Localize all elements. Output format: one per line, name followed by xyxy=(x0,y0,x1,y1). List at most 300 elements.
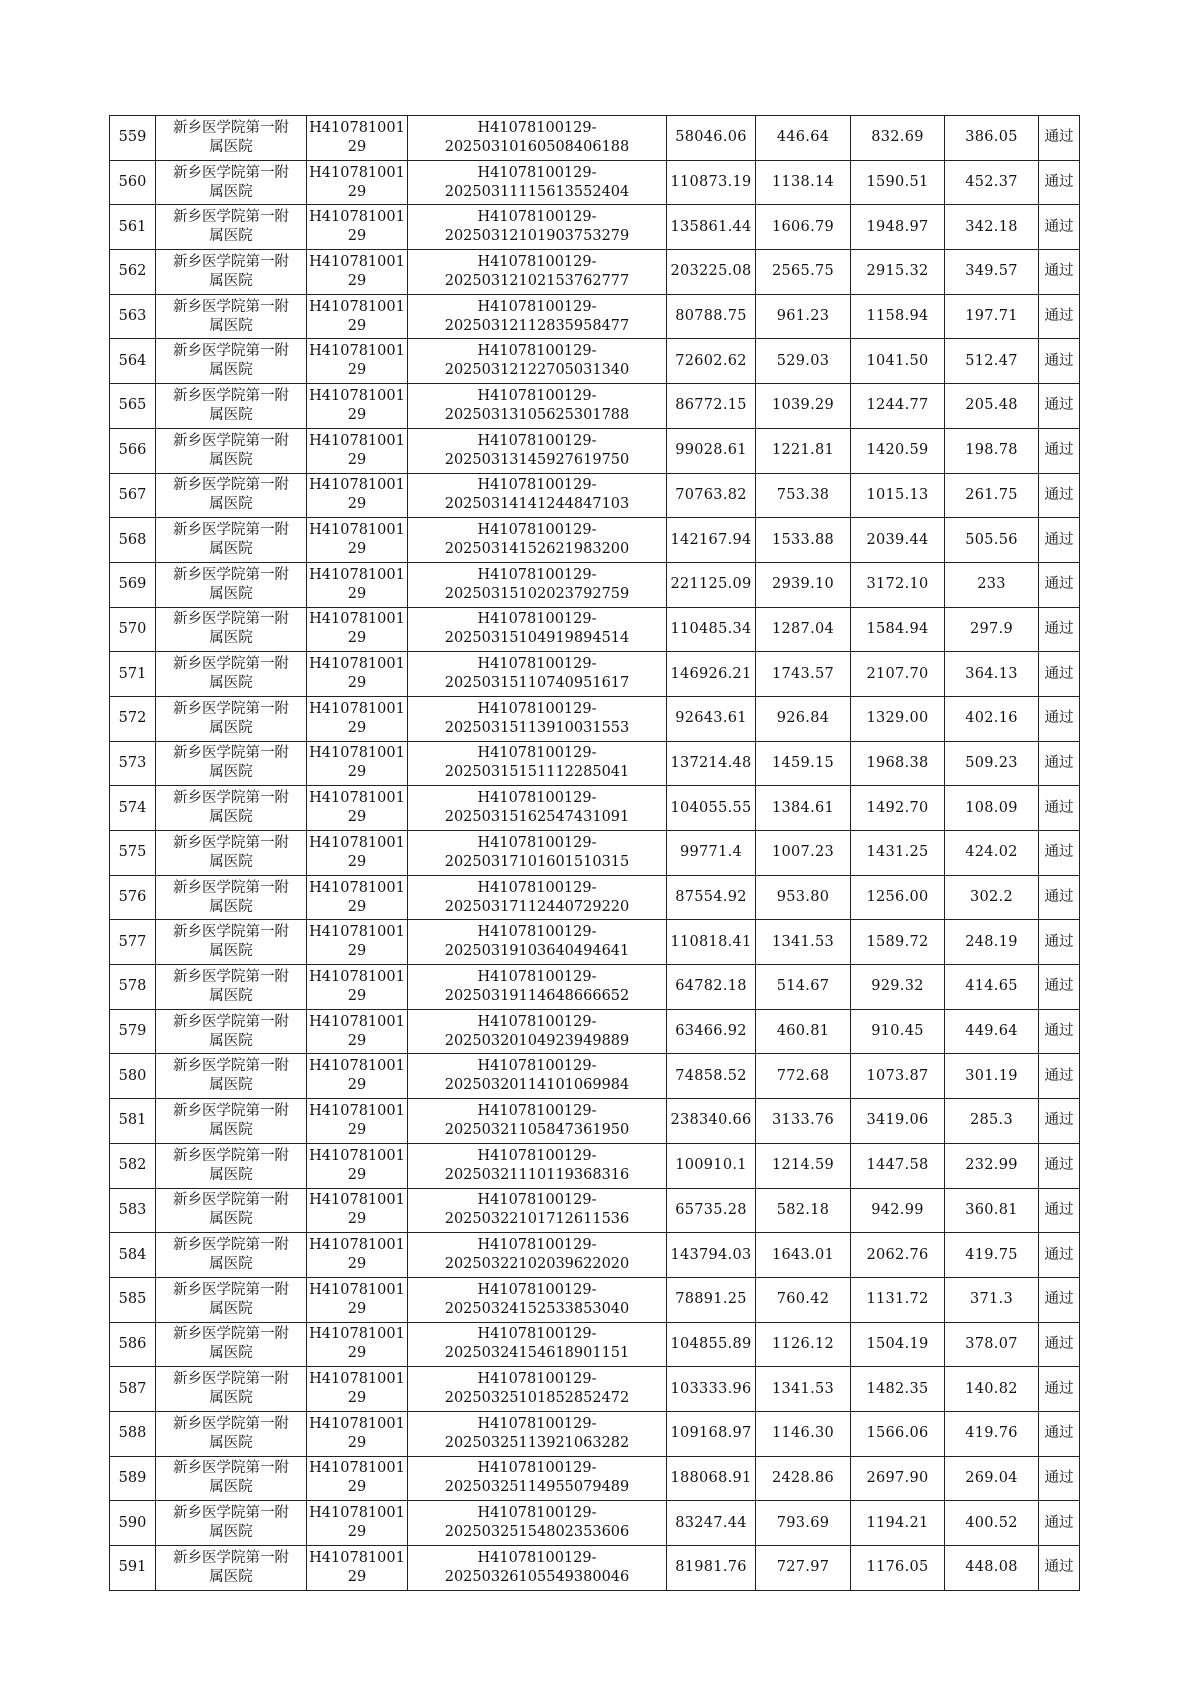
institution-code-line2: 29 xyxy=(347,1345,367,1362)
review-status: 通过 xyxy=(1039,1322,1080,1367)
institution-code-line1: H410781001 xyxy=(309,656,405,673)
hospital-name xyxy=(156,1188,307,1233)
total-amount: 103333.96 xyxy=(667,1367,756,1412)
institution-code xyxy=(307,473,408,518)
table-row xyxy=(110,831,1080,876)
settlement-serial xyxy=(408,1054,667,1099)
settlement-serial xyxy=(408,1143,667,1188)
total-amount: 72602.62 xyxy=(667,339,756,384)
settlement-serial-line2: 20250321105847361950 xyxy=(444,1121,630,1138)
settlement-serial xyxy=(408,1367,667,1412)
value-col-2: 1244.77 xyxy=(851,384,945,429)
hospital-name xyxy=(156,116,307,161)
hospital-name-line1: 新乡医学院第一附 xyxy=(173,924,289,941)
hospital-name-line2: 属医院 xyxy=(209,541,253,558)
institution-code-line2: 29 xyxy=(347,183,367,200)
settlement-serial-line2: 20250326105549380046 xyxy=(444,1568,630,1585)
review-status: 通过 xyxy=(1039,428,1080,473)
institution-code xyxy=(307,1143,408,1188)
institution-code xyxy=(307,1277,408,1322)
total-amount: 188068.91 xyxy=(667,1456,756,1501)
value-col-2: 1589.72 xyxy=(851,920,945,965)
value-col-1: 446.64 xyxy=(756,116,851,161)
hospital-name xyxy=(156,1277,307,1322)
table-row xyxy=(110,428,1080,473)
value-col-1: 2939.10 xyxy=(756,562,851,607)
value-col-1: 1341.53 xyxy=(756,920,851,965)
institution-code xyxy=(307,1322,408,1367)
total-amount: 203225.08 xyxy=(667,250,756,295)
hospital-name-line1: 新乡医学院第一附 xyxy=(173,745,289,762)
institution-code-line2: 29 xyxy=(347,1166,367,1183)
settlement-serial xyxy=(408,160,667,205)
institution-code-line2: 29 xyxy=(347,1524,367,1541)
settlement-serial xyxy=(408,920,667,965)
settlement-serial-line2: 20250314152621983200 xyxy=(444,541,630,558)
value-col-1: 1743.57 xyxy=(756,652,851,697)
settlement-serial-line1: H41078100129- xyxy=(477,1549,597,1566)
review-status: 通过 xyxy=(1039,205,1080,250)
institution-code xyxy=(307,1233,408,1278)
total-amount: 63466.92 xyxy=(667,1009,756,1054)
value-col-2: 2062.76 xyxy=(851,1233,945,1278)
value-col-1: 1459.15 xyxy=(756,741,851,786)
value-col-3: 371.3 xyxy=(945,1277,1039,1322)
hospital-name-line1: 新乡医学院第一附 xyxy=(173,298,289,315)
institution-code-line2: 29 xyxy=(347,764,367,781)
review-status: 通过 xyxy=(1039,741,1080,786)
hospital-name-line2: 属医院 xyxy=(209,228,253,245)
institution-code-line1: H410781001 xyxy=(309,522,405,539)
hospital-name xyxy=(156,1322,307,1367)
table-row xyxy=(110,518,1080,563)
settlement-serial xyxy=(408,1456,667,1501)
row-number: 565 xyxy=(110,384,156,429)
table-row xyxy=(110,205,1080,250)
institution-code xyxy=(307,1456,408,1501)
hospital-name xyxy=(156,250,307,295)
total-amount: 142167.94 xyxy=(667,518,756,563)
table-row xyxy=(110,1322,1080,1367)
hospital-name-line2: 属医院 xyxy=(209,138,253,155)
settlement-serial xyxy=(408,1277,667,1322)
hospital-name-line2: 属医院 xyxy=(209,675,253,692)
total-amount: 110873.19 xyxy=(667,160,756,205)
institution-code-line1: H410781001 xyxy=(309,566,405,583)
hospital-name xyxy=(156,965,307,1010)
hospital-name-line1: 新乡医学院第一附 xyxy=(173,1460,289,1477)
settlement-serial-line1: H41078100129- xyxy=(477,1013,597,1030)
value-col-2: 1158.94 xyxy=(851,294,945,339)
value-col-3: 301.19 xyxy=(945,1054,1039,1099)
settlement-serial-line1: H41078100129- xyxy=(477,164,597,181)
institution-code-line1: H410781001 xyxy=(309,1460,405,1477)
institution-code-line2: 29 xyxy=(347,1077,367,1094)
value-col-2: 1176.05 xyxy=(851,1546,945,1591)
total-amount: 221125.09 xyxy=(667,562,756,607)
review-status: 通过 xyxy=(1039,160,1080,205)
value-col-1: 582.18 xyxy=(756,1188,851,1233)
settlement-serial xyxy=(408,607,667,652)
review-status: 通过 xyxy=(1039,1143,1080,1188)
settlement-serial xyxy=(408,384,667,429)
hospital-name-line2: 属医院 xyxy=(209,272,253,289)
hospital-name xyxy=(156,294,307,339)
value-col-2: 942.99 xyxy=(851,1188,945,1233)
hospital-name-line2: 属医院 xyxy=(209,1211,253,1228)
value-col-2: 1329.00 xyxy=(851,696,945,741)
review-status: 通过 xyxy=(1039,696,1080,741)
settlement-serial-line1: H41078100129- xyxy=(477,1415,597,1432)
hospital-name-line2: 属医院 xyxy=(209,1568,253,1585)
review-status: 通过 xyxy=(1039,607,1080,652)
row-number: 559 xyxy=(110,116,156,161)
hospital-name xyxy=(156,1054,307,1099)
institution-code-line1: H410781001 xyxy=(309,1147,405,1164)
institution-code xyxy=(307,116,408,161)
value-col-2: 1420.59 xyxy=(851,428,945,473)
settlement-serial-line2: 20250325113921063282 xyxy=(444,1434,630,1451)
value-col-1: 460.81 xyxy=(756,1009,851,1054)
value-col-2: 2915.32 xyxy=(851,250,945,295)
hospital-name xyxy=(156,920,307,965)
row-number: 564 xyxy=(110,339,156,384)
value-col-3: 297.9 xyxy=(945,607,1039,652)
hospital-name-line2: 属医院 xyxy=(209,1077,253,1094)
institution-code-line2: 29 xyxy=(347,451,367,468)
institution-code-line2: 29 xyxy=(347,1211,367,1228)
institution-code-line1: H410781001 xyxy=(309,1415,405,1432)
hospital-name-line1: 新乡医学院第一附 xyxy=(173,611,289,628)
settlement-serial-line1: H41078100129- xyxy=(477,522,597,539)
value-col-2: 910.45 xyxy=(851,1009,945,1054)
institution-code xyxy=(307,1501,408,1546)
settlement-serial xyxy=(408,875,667,920)
row-number: 580 xyxy=(110,1054,156,1099)
table-row xyxy=(110,875,1080,920)
row-number: 563 xyxy=(110,294,156,339)
institution-code xyxy=(307,1546,408,1591)
hospital-name-line1: 新乡医学院第一附 xyxy=(173,164,289,181)
institution-code xyxy=(307,428,408,473)
institution-code-line2: 29 xyxy=(347,585,367,602)
table-row xyxy=(110,339,1080,384)
institution-code-line1: H410781001 xyxy=(309,834,405,851)
settlement-serial-line1: H41078100129- xyxy=(477,656,597,673)
settlement-serial-line1: H41078100129- xyxy=(477,1192,597,1209)
value-col-1: 953.80 xyxy=(756,875,851,920)
hospital-name-line2: 属医院 xyxy=(209,719,253,736)
institution-code-line1: H410781001 xyxy=(309,700,405,717)
total-amount: 92643.61 xyxy=(667,696,756,741)
settlement-serial xyxy=(408,428,667,473)
hospital-name-line2: 属医院 xyxy=(209,764,253,781)
hospital-name-line2: 属医院 xyxy=(209,1524,253,1541)
institution-code-line1: H410781001 xyxy=(309,119,405,136)
hospital-name-line2: 属医院 xyxy=(209,1032,253,1049)
total-amount: 100910.1 xyxy=(667,1143,756,1188)
settlement-serial-line2: 20250317112440729220 xyxy=(444,898,630,915)
row-number: 574 xyxy=(110,786,156,831)
table-row xyxy=(110,652,1080,697)
institution-code-line2: 29 xyxy=(347,228,367,245)
review-status: 通过 xyxy=(1039,1501,1080,1546)
review-status: 通过 xyxy=(1039,562,1080,607)
hospital-name xyxy=(156,428,307,473)
row-number: 575 xyxy=(110,831,156,876)
settlement-serial-line1: H41078100129- xyxy=(477,432,597,449)
settlement-serial-line1: H41078100129- xyxy=(477,1326,597,1343)
institution-code-line2: 29 xyxy=(347,1300,367,1317)
review-status: 通过 xyxy=(1039,1054,1080,1099)
settlement-serial-line2: 20250315162547431091 xyxy=(444,809,630,826)
settlement-serial-line1: H41078100129- xyxy=(477,1371,597,1388)
institution-code-line2: 29 xyxy=(347,406,367,423)
value-col-1: 1138.14 xyxy=(756,160,851,205)
hospital-name-line2: 属医院 xyxy=(209,585,253,602)
settlement-serial-line1: H41078100129- xyxy=(477,387,597,404)
hospital-name-line1: 新乡医学院第一附 xyxy=(173,209,289,226)
institution-code-line1: H410781001 xyxy=(309,1281,405,1298)
review-status: 通过 xyxy=(1039,473,1080,518)
hospital-name-line2: 属医院 xyxy=(209,451,253,468)
total-amount: 104055.55 xyxy=(667,786,756,831)
settlement-serial-line2: 20250313105625301788 xyxy=(444,406,630,423)
review-status: 通过 xyxy=(1039,652,1080,697)
review-status: 通过 xyxy=(1039,1188,1080,1233)
institution-code-line2: 29 xyxy=(347,1434,367,1451)
review-status: 通过 xyxy=(1039,875,1080,920)
review-status: 通过 xyxy=(1039,1233,1080,1278)
settlement-serial-line2: 20250315104919894514 xyxy=(444,630,630,647)
hospital-name-line1: 新乡医学院第一附 xyxy=(173,1549,289,1566)
institution-code xyxy=(307,965,408,1010)
settlement-serial xyxy=(408,696,667,741)
institution-code xyxy=(307,1367,408,1412)
institution-code xyxy=(307,607,408,652)
value-col-1: 2565.75 xyxy=(756,250,851,295)
settlement-serial-line1: H41078100129- xyxy=(477,968,597,985)
total-amount: 99771.4 xyxy=(667,831,756,876)
hospital-name-line1: 新乡医学院第一附 xyxy=(173,566,289,583)
total-amount: 81981.76 xyxy=(667,1546,756,1591)
settlement-serial-line2: 20250319103640494641 xyxy=(444,943,630,960)
settlement-serial-line1: H41078100129- xyxy=(477,790,597,807)
table-row xyxy=(110,294,1080,339)
hospital-name-line2: 属医院 xyxy=(209,496,253,513)
value-col-1: 1146.30 xyxy=(756,1411,851,1456)
value-col-2: 1431.25 xyxy=(851,831,945,876)
value-col-2: 3419.06 xyxy=(851,1099,945,1144)
institution-code xyxy=(307,1099,408,1144)
value-col-3: 419.76 xyxy=(945,1411,1039,1456)
review-status: 通过 xyxy=(1039,1367,1080,1412)
total-amount: 86772.15 xyxy=(667,384,756,429)
table-row xyxy=(110,1411,1080,1456)
institution-code xyxy=(307,920,408,965)
value-col-2: 2039.44 xyxy=(851,518,945,563)
review-status: 通过 xyxy=(1039,1546,1080,1591)
institution-code-line2: 29 xyxy=(347,1568,367,1585)
institution-code xyxy=(307,562,408,607)
settlement-serial xyxy=(408,116,667,161)
data-table xyxy=(109,115,1080,1591)
table-row xyxy=(110,562,1080,607)
settlement-serial-line1: H41078100129- xyxy=(477,209,597,226)
hospital-name xyxy=(156,696,307,741)
settlement-serial xyxy=(408,1501,667,1546)
table-row xyxy=(110,965,1080,1010)
institution-code-line2: 29 xyxy=(347,719,367,736)
settlement-serial-line1: H41078100129- xyxy=(477,611,597,628)
row-number: 581 xyxy=(110,1099,156,1144)
value-col-3: 452.37 xyxy=(945,160,1039,205)
settlement-serial-line1: H41078100129- xyxy=(477,1281,597,1298)
institution-code xyxy=(307,384,408,429)
institution-code-line2: 29 xyxy=(347,1121,367,1138)
total-amount: 104855.89 xyxy=(667,1322,756,1367)
hospital-name-line1: 新乡医学院第一附 xyxy=(173,387,289,404)
institution-code-line2: 29 xyxy=(347,1256,367,1273)
table-body xyxy=(110,116,1080,1591)
value-col-3: 198.78 xyxy=(945,428,1039,473)
value-col-1: 1126.12 xyxy=(756,1322,851,1367)
hospital-name-line1: 新乡医学院第一附 xyxy=(173,1505,289,1522)
total-amount: 80788.75 xyxy=(667,294,756,339)
institution-code-line1: H410781001 xyxy=(309,1326,405,1343)
hospital-name xyxy=(156,741,307,786)
institution-code-line2: 29 xyxy=(347,541,367,558)
value-col-3: 232.99 xyxy=(945,1143,1039,1188)
total-amount: 83247.44 xyxy=(667,1501,756,1546)
settlement-serial-line1: H41078100129- xyxy=(477,924,597,941)
settlement-serial-line2: 20250315113910031553 xyxy=(444,719,630,736)
value-col-2: 1590.51 xyxy=(851,160,945,205)
institution-code-line1: H410781001 xyxy=(309,387,405,404)
table-row xyxy=(110,1456,1080,1501)
value-col-1: 514.67 xyxy=(756,965,851,1010)
hospital-name-line2: 属医院 xyxy=(209,630,253,647)
institution-code xyxy=(307,875,408,920)
value-col-2: 1492.70 xyxy=(851,786,945,831)
institution-code-line2: 29 xyxy=(347,943,367,960)
value-col-3: 505.56 xyxy=(945,518,1039,563)
row-number: 572 xyxy=(110,696,156,741)
hospital-name-line1: 新乡医学院第一附 xyxy=(173,1415,289,1432)
settlement-serial xyxy=(408,831,667,876)
institution-code-line1: H410781001 xyxy=(309,1192,405,1209)
total-amount: 64782.18 xyxy=(667,965,756,1010)
row-number: 576 xyxy=(110,875,156,920)
institution-code-line1: H410781001 xyxy=(309,477,405,494)
row-number: 591 xyxy=(110,1546,156,1591)
hospital-name-line2: 属医院 xyxy=(209,809,253,826)
hospital-name-line1: 新乡医学院第一附 xyxy=(173,1237,289,1254)
institution-code-line1: H410781001 xyxy=(309,790,405,807)
hospital-name-line1: 新乡医学院第一附 xyxy=(173,253,289,270)
settlement-serial-line1: H41078100129- xyxy=(477,119,597,136)
value-col-3: 269.04 xyxy=(945,1456,1039,1501)
institution-code-line2: 29 xyxy=(347,138,367,155)
settlement-serial-line2: 20250312102153762777 xyxy=(444,272,630,289)
row-number: 587 xyxy=(110,1367,156,1412)
settlement-serial xyxy=(408,741,667,786)
row-number: 590 xyxy=(110,1501,156,1546)
settlement-serial xyxy=(408,1188,667,1233)
value-col-3: 261.75 xyxy=(945,473,1039,518)
hospital-name-line1: 新乡医学院第一附 xyxy=(173,1371,289,1388)
hospital-name-line2: 属医院 xyxy=(209,987,253,1004)
table-row xyxy=(110,1277,1080,1322)
hospital-name-line1: 新乡医学院第一附 xyxy=(173,1192,289,1209)
settlement-serial-line2: 20250315151112285041 xyxy=(444,764,630,781)
table-row xyxy=(110,741,1080,786)
total-amount: 110485.34 xyxy=(667,607,756,652)
value-col-2: 1041.50 xyxy=(851,339,945,384)
hospital-name-line1: 新乡医学院第一附 xyxy=(173,834,289,851)
table-row xyxy=(110,1188,1080,1233)
settlement-serial xyxy=(408,1009,667,1054)
institution-code-line2: 29 xyxy=(347,630,367,647)
row-number: 567 xyxy=(110,473,156,518)
value-col-3: 400.52 xyxy=(945,1501,1039,1546)
settlement-serial-line2: 20250322102039622020 xyxy=(444,1256,630,1273)
total-amount: 87554.92 xyxy=(667,875,756,920)
institution-code-line1: H410781001 xyxy=(309,1371,405,1388)
hospital-name-line1: 新乡医学院第一附 xyxy=(173,522,289,539)
settlement-serial-line1: H41078100129- xyxy=(477,879,597,896)
value-col-1: 1221.81 xyxy=(756,428,851,473)
institution-code-line1: H410781001 xyxy=(309,924,405,941)
settlement-serial-line1: H41078100129- xyxy=(477,1058,597,1075)
value-col-1: 1643.01 xyxy=(756,1233,851,1278)
institution-code-line2: 29 xyxy=(347,1479,367,1496)
value-col-1: 1214.59 xyxy=(756,1143,851,1188)
hospital-name-line1: 新乡医学院第一附 xyxy=(173,1013,289,1030)
value-col-3: 448.08 xyxy=(945,1546,1039,1591)
institution-code xyxy=(307,1009,408,1054)
institution-code-line1: H410781001 xyxy=(309,1102,405,1119)
settlement-serial xyxy=(408,786,667,831)
value-col-1: 961.23 xyxy=(756,294,851,339)
review-status: 通过 xyxy=(1039,1277,1080,1322)
settlement-serial-line2: 20250325101852852472 xyxy=(444,1390,630,1407)
settlement-serial-line2: 20250319114648666652 xyxy=(444,987,630,1004)
institution-code-line1: H410781001 xyxy=(309,1058,405,1075)
row-number: 566 xyxy=(110,428,156,473)
value-col-2: 1482.35 xyxy=(851,1367,945,1412)
value-col-1: 1007.23 xyxy=(756,831,851,876)
institution-code-line2: 29 xyxy=(347,898,367,915)
row-number: 577 xyxy=(110,920,156,965)
institution-code-line1: H410781001 xyxy=(309,745,405,762)
hospital-name-line1: 新乡医学院第一附 xyxy=(173,343,289,360)
value-col-2: 1256.00 xyxy=(851,875,945,920)
hospital-name xyxy=(156,518,307,563)
value-col-1: 1533.88 xyxy=(756,518,851,563)
row-number: 568 xyxy=(110,518,156,563)
institution-code-line1: H410781001 xyxy=(309,343,405,360)
row-number: 589 xyxy=(110,1456,156,1501)
institution-code-line2: 29 xyxy=(347,496,367,513)
institution-code-line1: H410781001 xyxy=(309,1505,405,1522)
settlement-serial-line2: 20250317101601510315 xyxy=(444,853,630,870)
hospital-name-line1: 新乡医学院第一附 xyxy=(173,968,289,985)
institution-code xyxy=(307,205,408,250)
settlement-serial-line2: 20250311115613552404 xyxy=(444,183,630,200)
institution-code-line2: 29 xyxy=(347,1390,367,1407)
institution-code xyxy=(307,786,408,831)
